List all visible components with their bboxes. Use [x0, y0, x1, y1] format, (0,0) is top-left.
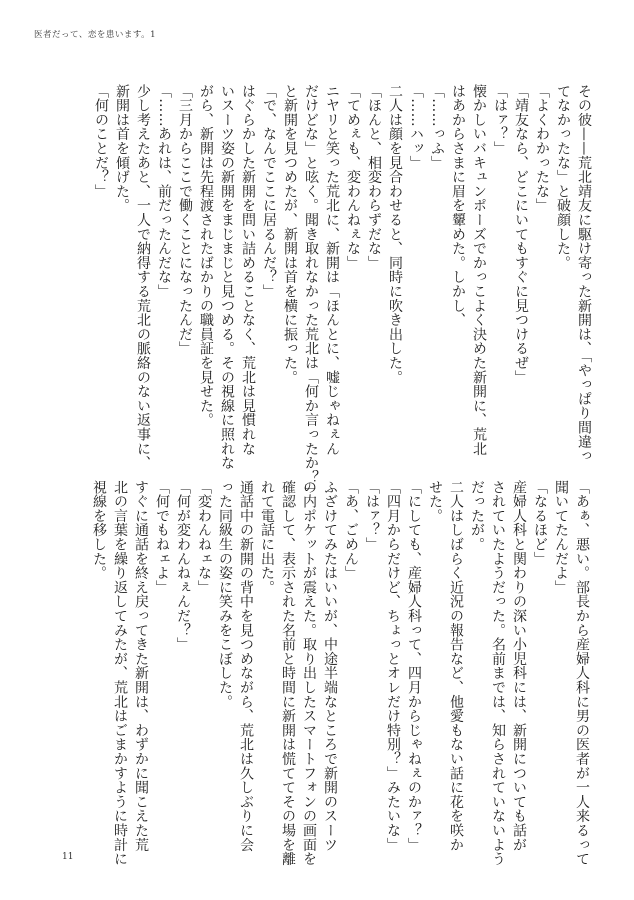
text-line: 「変わんねェな」	[196, 480, 212, 595]
text-line: 新開は首を傾げた。	[114, 84, 130, 213]
text-line: った同級生の姿に笑みをこぼした。	[217, 480, 233, 709]
text-line: はあからさまに眉を顰めた。しかし、	[450, 84, 466, 328]
text-line: がら、新開は先程渡されたばかりの職員証を見せた。	[198, 84, 214, 428]
text-line: 「四月からだけど、ちょっとオレだけ特別？」みたいな」	[385, 480, 401, 852]
text-line: その彼——荒北靖友に駆け寄った新開は、「やっぱり間違っ	[576, 84, 592, 464]
text-line: 「……っふ」	[429, 84, 445, 170]
page-number: 11	[62, 852, 74, 862]
text-line: 二人は顔を見合わせると、同時に吹き出した。	[387, 84, 403, 385]
text-line: 「で、なんでここに居るんだ？」	[261, 84, 277, 299]
text-line: ニヤリと笑った荒北に、新開は「ほんとに、嘘じゃねぇん	[324, 84, 340, 456]
text-line: 「にしても、産婦人科って、四月からじゃねぇのかァ？」	[406, 480, 422, 852]
text-line: 「よくわかったな」	[534, 84, 550, 213]
text-line: ふざけてみたはいいが、中途半端なところで新開のスーツ	[322, 480, 338, 852]
text-line: れて電話に出た。	[259, 480, 275, 595]
text-line: 懐かしいバキュンポーズでかっこよく決めた新開に、荒北	[471, 84, 487, 456]
text-line: はぐらかした新開を問い詰めることなく、荒北は見慣れな	[240, 84, 256, 456]
text-line: せた。	[427, 480, 443, 523]
text-line: 「はァ？」	[492, 84, 508, 156]
text-line: てなかったな」と破顔した。	[555, 84, 571, 270]
text-line: 「ほんと、相変わらずだな」	[366, 84, 382, 270]
text-line: 「……あれは、前だったんだな」	[156, 84, 172, 299]
text-line: 「てめぇも、変わんねぇな」	[345, 84, 361, 270]
text-line: の内ポケットが震えた。取り出したスマートフォンの画面を	[301, 480, 317, 867]
text-line: 聞いてたんだよ」	[553, 480, 569, 595]
text-line: だったが。	[469, 480, 485, 552]
text-line: 「何が変わんねぇんだ？」	[175, 480, 191, 652]
text-line: だけどな」と呟く。聞き取れなかった荒北は「何か言ったか？」	[303, 84, 319, 499]
text-line: 産婦人科と関わりの深い小児科には、新開についても話が	[511, 480, 527, 852]
text-line: 「あ、ごめん」	[343, 480, 359, 581]
text-line: 「なるほど」	[532, 480, 548, 566]
text-line: 二人はしばらく近況の報告など、他愛もない話に花を咲か	[448, 480, 464, 852]
text-line: されていたようだった。名前までは、知らされていないよう	[490, 480, 506, 867]
text-line: 「何でもねェよ」	[154, 480, 170, 595]
text-line: 「三月からここで働くことになったんだ」	[177, 84, 193, 356]
running-header: 医者だって、恋を患います。1	[34, 30, 157, 40]
text-line: 「靖友なら、どこにいてもすぐに見つけるぜ」	[513, 84, 529, 385]
text-line: 「あぁ、悪い。部長から産婦人科に男の医者が一人来るって	[574, 480, 590, 867]
text-line: 少し考えたあと、一人で納得する荒北の脈絡のない返事に、	[135, 84, 151, 471]
text-line: いスーツ姿の新開をまじまじと見つめる。その視線に照れな	[219, 84, 235, 471]
text-line: 「……ハッ」	[408, 84, 424, 170]
text-line: 北の言葉を繰り返してみたが、荒北はごまかすように時計に	[112, 480, 128, 867]
text-line: 「はァ？」	[364, 480, 380, 552]
text-line: 通話中の新開の背中を見つめながら、荒北は久しぶりに会	[238, 480, 254, 852]
text-line: と新開を見つめたが、新開は首を横に振った。	[282, 84, 298, 385]
text-line: 「何のことだ？」	[93, 84, 109, 199]
text-block-upper	[38, 84, 594, 499]
text-line: 確認して、表示された名前と時間に新開は慌ててその場を離	[280, 480, 296, 867]
text-line: すぐに通話を終え戻ってきた新開は、わずかに聞こえた荒	[133, 480, 149, 852]
text-line: 視線を移した。	[91, 480, 107, 581]
